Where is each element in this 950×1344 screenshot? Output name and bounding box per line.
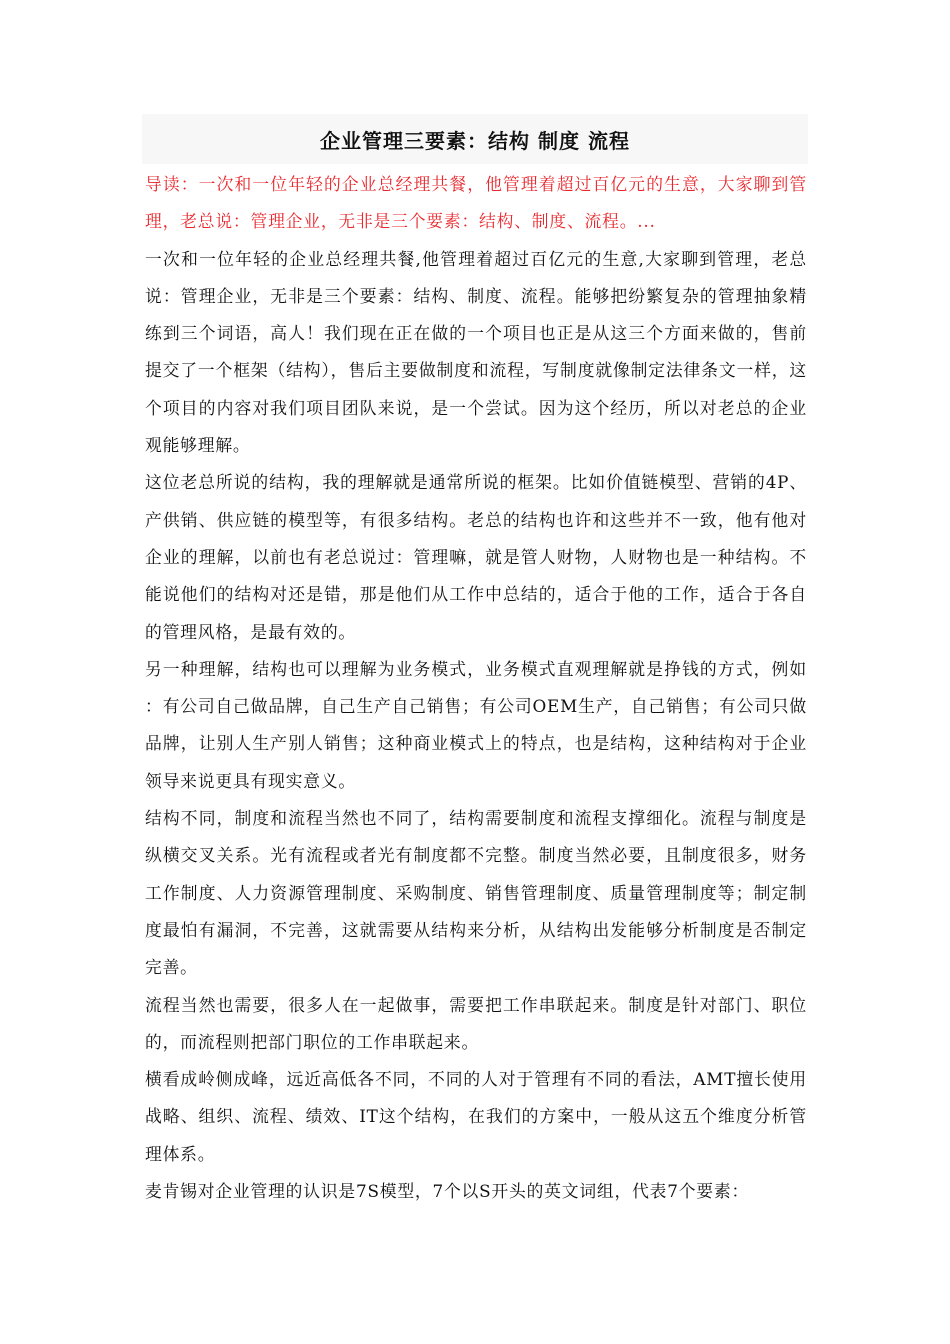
paragraph: 麦肯锡对企业管理的认识是7S模型，7个以S开头的英文词组，代表7个要素： [145,1181,750,1202]
paragraph: 流程当然也需要，很多人在一起做事，需要把工作串联起来。制度是针对部门、职位的，而流程则把部门职位的工作串联起来。 [145,994,807,1052]
paragraph: 另一种理解，结构也可以理解为业务模式，业务模式直观理解就是挣钱的方式，例如：有公司自己做品牌，自己生产自己销售；有公司OEM生产，自己销售；有公司只做品牌，让别人生产别人销售；这种商业模式上的特点，也是结构，这种结构对于企业领导来说更具有现实意义。 [145,658,807,791]
paragraph: 一次和一位年轻的企业总经理共餐,他管理着超过百亿元的生意,大家聊到管理，老总说：管理企业，无非是三个要素：结构、制度、流程。能够把纷繁复杂的管理抽象精练到三个词语，高人！我们现在正在做的一个项目也正是从这三个方面来做的，售前提交了一个框架（结构），售后主要做制度和流程，写制度就像制定法律条文一样，这个项目的内容对我们项目团队来说，是一个尝试。因为这个经历，所以对老总的企业观能够理解。 [145,248,807,456]
paragraph: 横看成岭侧成峰，远近高低各不同，不同的人对于管理有不同的看法，AMT擅长使用战略、组织、流程、绩效、IT这个结构，在我们的方案中，一般从这五个维度分析管理体系。 [145,1069,807,1164]
paragraph: 结构不同，制度和流程当然也不同了，结构需要制度和流程支撑细化。流程与制度是纵横交叉关系。光有流程或者光有制度都不完整。制度当然必要，且制度很多，财务工作制度、人力资源管理制度、采购制度、销售管理制度、质量管理制度等；制定制度最怕有漏洞，不完善，这就需要从结构来分析，从结构出发能够分析制度是否制定完善。 [145,808,807,978]
lead-paragraph: 导读：一次和一位年轻的企业总经理共餐，他管理着超过百亿元的生意，大家聊到管理，老总说：管理企业，无非是三个要素：结构、制度、流程。... [145,174,807,232]
document-title: 企业管理三要素：结构 制度 流程 [320,128,630,153]
article-body [145,166,807,1210]
title-band [142,114,808,164]
paragraph: 这位老总所说的结构，我的理解就是通常所说的框架。比如价值链模型、营销的4P、产供销、供应链的模型等，有很多结构。老总的结构也许和这些并不一致，他有他对企业的理解，以前也有老总说过：管理嘛，就是管人财物，人财物也是一种结构。不能说他们的结构对还是错，那是他们从工作中总结的，适合于他的工作，适合于各自的管理风格，是最有效的。 [145,472,807,642]
